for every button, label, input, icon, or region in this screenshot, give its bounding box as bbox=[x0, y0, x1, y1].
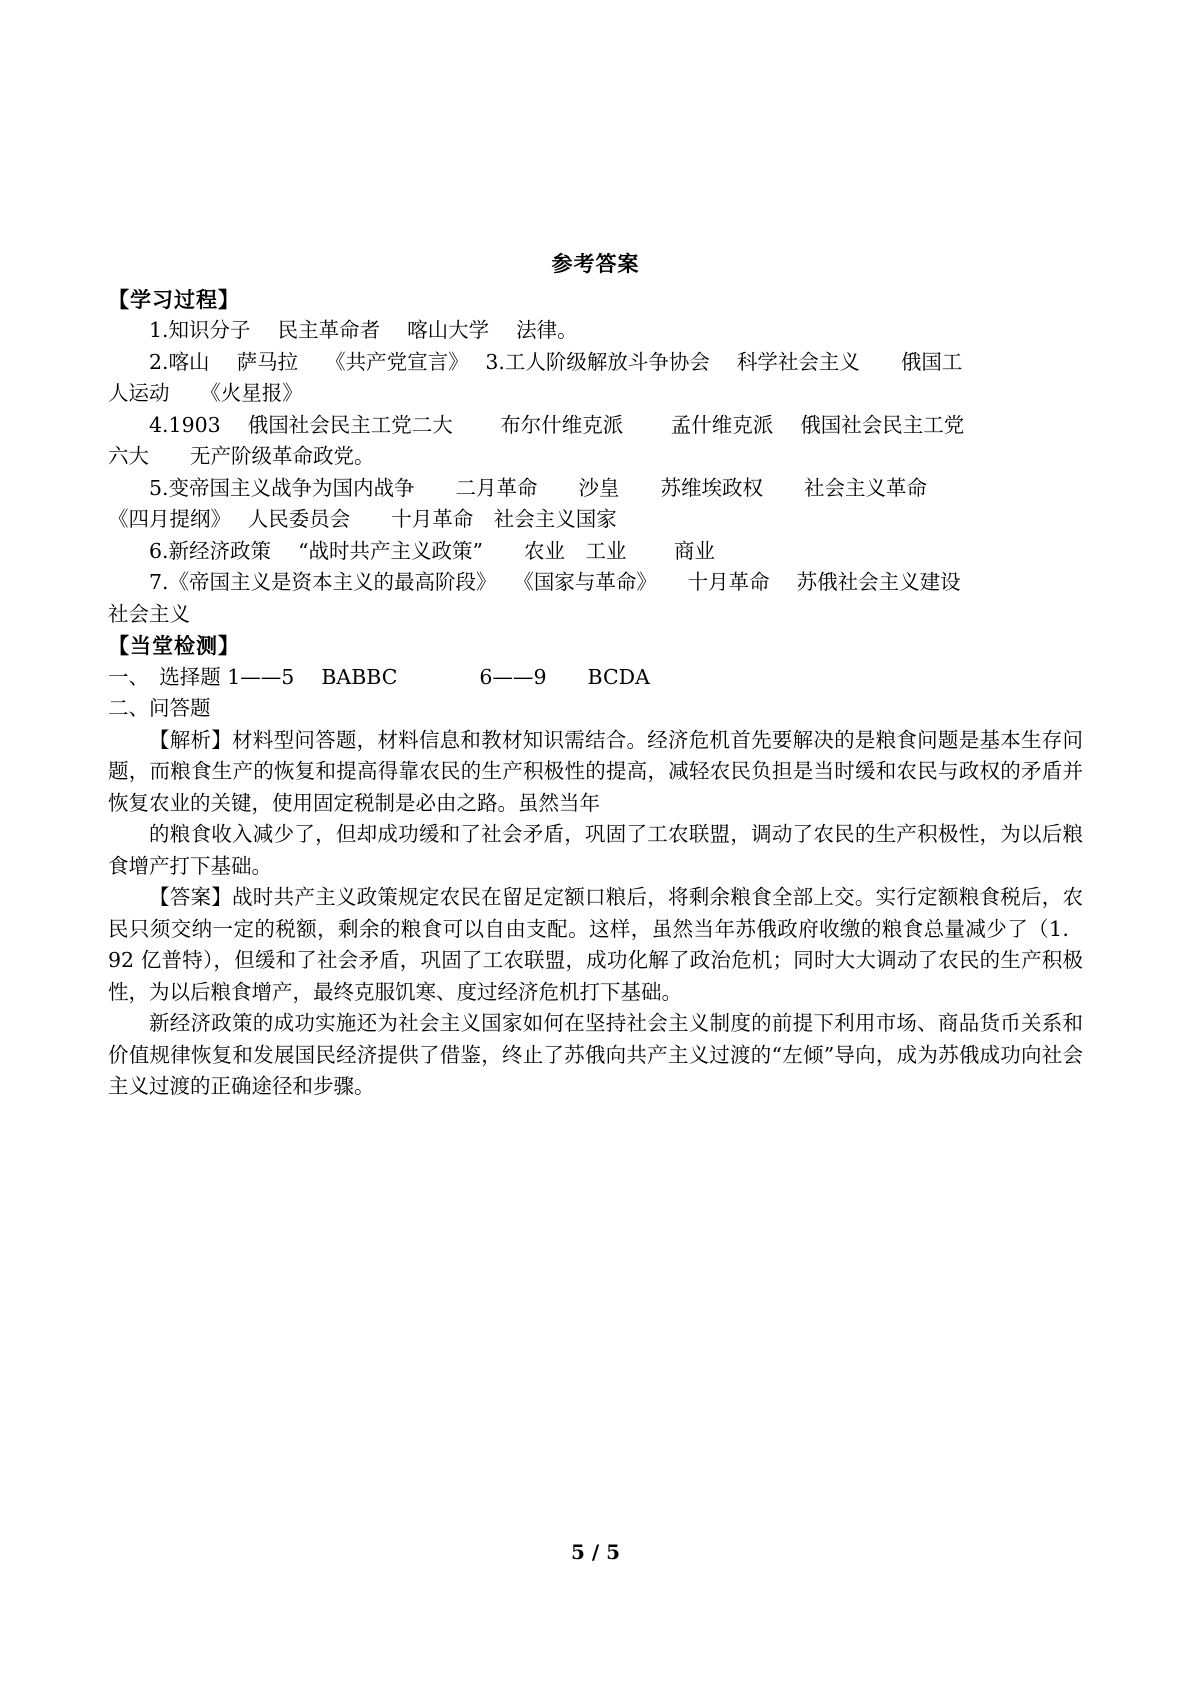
answer-line-4-cont: 六大 无产阶级革命政党。 bbox=[108, 444, 375, 468]
page-number: 5 / 5 bbox=[570, 1540, 621, 1564]
answer-line-6: 6.新经济政策 “战时共产主义政策” 农业 工业 商业 bbox=[149, 538, 716, 563]
answer-line-5-cont: 《四月提纲》 人民委员会 十月革命 社会主义国家 bbox=[108, 507, 617, 531]
qa-label: 二、问答题 bbox=[108, 696, 211, 720]
answer-line-2: 2.喀山 萨马拉 《共产党宣言》 3.工人阶级解放斗争协会 科学社会主义 俄国工 bbox=[149, 349, 963, 374]
section-heading-learning-process: 【学习过程】 bbox=[108, 286, 240, 312]
choice-answers: 一、 选择题 1——5 BABBC 6——9 BCDA bbox=[108, 664, 650, 689]
analysis-paragraph-1: 【解析】材料型问答题，材料信息和教材知识需结合。经济危机首先要解决的是粮食问题是基本生存问题，而粮食生产的恢复和提高得靠农民的生产积极性的提高，减轻农民负担是当时缓和农民与政权的矛盾并恢复农业的关键，使用固定税制是必由之路。虽然当年 bbox=[108, 727, 1083, 815]
learning-process-lines bbox=[108, 315, 1083, 630]
answer-line-2-cont: 人运动 《火星报》 bbox=[108, 381, 303, 405]
analysis-paragraph-2: 的粮食收入减少了，但却成功缓和了社会矛盾，巩固了工农联盟，调动了农民的生产积极性，为以后粮食增产打下基础。 bbox=[108, 822, 1083, 878]
answer-line-4: 4.1903 俄国社会民主工党二大 布尔什维克派 孟什维克派 俄国社会民主工党 bbox=[149, 412, 965, 437]
answer-line-1: 1.知识分子 民主革命者 喀山大学 法律。 bbox=[149, 318, 578, 342]
answer-line-7-cont: 社会主义 bbox=[108, 601, 190, 626]
answer-line-7: 7.《帝国主义是资本主义的最高阶段》 《国家与革命》 十月革命 苏俄社会主义建设 bbox=[149, 570, 961, 594]
answer-paragraph-1: 【答案】战时共产主义政策规定农民在留足定额口粮后，将剩余粮食全部上交。实行定额粮食税后，农民只须交纳一定的税额，剩余的粮食可以自由支配。这样，虽然当年苏俄政府收缴的粮食总量减少了（1．92 亿普特），但缓和了社会矛盾，巩固了工农联盟，成功化解了政治危机；同时大大调动了农民的生产积极性，为以后粮食增产，最终克服饥寒、度过经济危机打下基础。 bbox=[108, 885, 1083, 1004]
document-title: 参考答案 bbox=[551, 251, 640, 276]
answer-line-5: 5.变帝国主义战争为国内战争 二月革命 沙皇 苏维埃政权 社会主义革命 bbox=[149, 475, 928, 500]
document-content bbox=[108, 248, 1083, 1103]
section-heading-class-test: 【当堂检测】 bbox=[108, 633, 240, 658]
answer-paragraph-2: 新经济政策的成功实施还为社会主义国家如何在坚持社会主义制度的前提下利用市场、商品货币关系和价值规律恢复和发展国民经济提供了借鉴，终止了苏俄向共产主义过渡的“左倾”导向，成为苏俄成功向社会主义过渡的正确途径和步骤。 bbox=[108, 1011, 1083, 1098]
